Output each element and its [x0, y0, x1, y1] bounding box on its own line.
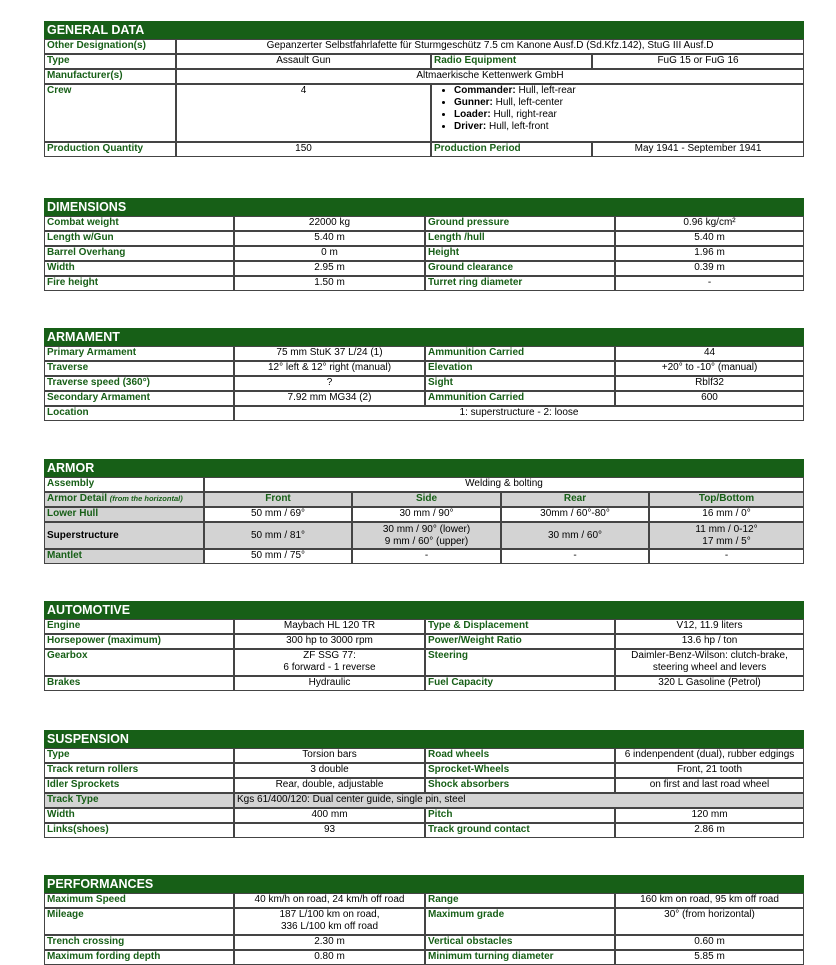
manufacturer-value: Altmaerkische Kettenwerk GmbH	[176, 69, 804, 84]
fuel-capacity-label: Fuel Capacity	[425, 676, 615, 691]
row-value: Rblf32	[615, 376, 804, 391]
armor-section	[44, 459, 804, 564]
trench-crossing-value: 2.30 m	[234, 935, 425, 950]
armor-header: ARMOR	[44, 459, 804, 477]
lower-hull-top: 16 mm / 0°	[649, 507, 804, 522]
armament-table	[44, 328, 804, 421]
table-row	[44, 763, 804, 778]
mileage-label: Mileage	[44, 908, 234, 935]
row-value: 0.96 kg/cm²	[615, 216, 804, 231]
radio-label: Radio Equipment	[431, 54, 592, 69]
table-row	[44, 522, 804, 549]
row-value: 3 double	[234, 763, 425, 778]
crew-value: 4	[176, 84, 431, 142]
table-row	[44, 549, 804, 564]
steering-label: Steering	[425, 649, 615, 676]
crew-label: Crew	[44, 84, 176, 142]
crew-roles	[431, 84, 804, 142]
superstructure-front: 50 mm / 81°	[204, 522, 352, 549]
row-label: Traverse speed (360°)	[44, 376, 234, 391]
row-value: 44	[615, 346, 804, 361]
other-designation-value: Gepanzerter Selbstfahrlafette für Sturmgeschütz 7.5 cm Kanone Ausf.D (Sd.Kfz.142), StuG III Ausf.D	[176, 39, 804, 54]
table-row	[44, 216, 804, 231]
suspension-header: SUSPENSION	[44, 730, 804, 748]
lower-hull-side: 30 mm / 90°	[352, 507, 501, 522]
table-row	[44, 261, 804, 276]
row-value: +20° to -10° (manual)	[615, 361, 804, 376]
manufacturer-label: Manufacturer(s)	[44, 69, 176, 84]
row-label: Height	[425, 246, 615, 261]
performances-section	[44, 875, 804, 965]
max-speed-label: Maximum Speed	[44, 893, 234, 908]
vertical-obstacles-label: Vertical obstacles	[425, 935, 615, 950]
type-label: Type	[44, 54, 176, 69]
row-label: Type	[44, 748, 234, 763]
row-value: 0.39 m	[615, 261, 804, 276]
dimensions-section	[44, 198, 804, 291]
horsepower-label: Horsepower (maximum)	[44, 634, 234, 649]
track-type-label: Track Type	[44, 793, 234, 808]
lower-hull-label: Lower Hull	[44, 507, 204, 522]
track-type-value: Kgs 61/400/120: Dual center guide, single pin, steel	[234, 793, 804, 808]
row-value: 22000 kg	[234, 216, 425, 231]
armament-section	[44, 328, 804, 421]
row-label: Ammunition Carried	[425, 346, 615, 361]
armor-col-side: Side	[352, 492, 501, 507]
row-value: Front, 21 tooth	[615, 763, 804, 778]
gearbox-label: Gearbox	[44, 649, 234, 676]
table-row	[44, 935, 804, 950]
row-label: Traverse	[44, 361, 234, 376]
row-value: 93	[234, 823, 425, 838]
other-designation-label: Other Designation(s)	[44, 39, 176, 54]
brakes-value: Hydraulic	[234, 676, 425, 691]
row-value: 75 mm StuK 37 L/24 (1)	[234, 346, 425, 361]
location-label: Location	[44, 406, 234, 421]
armor-detail-label: Armor Detail (from the horizontal)	[44, 492, 204, 507]
row-label: Links(shoes)	[44, 823, 234, 838]
assembly-label: Assembly	[44, 477, 204, 492]
row-label: Fire height	[44, 276, 234, 291]
gearbox-value: ZF SSG 77: 6 forward - 1 reverse	[234, 649, 425, 676]
row-value: ?	[234, 376, 425, 391]
production-quantity-label: Production Quantity	[44, 142, 176, 157]
row-label: Pitch	[425, 808, 615, 823]
assembly-value: Welding & bolting	[204, 477, 804, 492]
suspension-table	[44, 730, 804, 838]
row-value: on first and last road wheel	[615, 778, 804, 793]
row-label: Barrel Overhang	[44, 246, 234, 261]
lower-hull-rear: 30mm / 60°-80°	[501, 507, 649, 522]
crew-role-item: • Gunner: Hull, left-center	[454, 97, 801, 109]
row-label: Combat weight	[44, 216, 234, 231]
superstructure-side: 30 mm / 90° (lower) 9 mm / 60° (upper)	[352, 522, 501, 549]
table-row	[44, 893, 804, 908]
row-label: Road wheels	[425, 748, 615, 763]
row-value: Torsion bars	[234, 748, 425, 763]
row-label: Turret ring diameter	[425, 276, 615, 291]
row-value: 5.40 m	[615, 231, 804, 246]
table-row	[44, 748, 804, 763]
row-value: 7.92 mm MG34 (2)	[234, 391, 425, 406]
row-value: 400 mm	[234, 808, 425, 823]
steering-value: Daimler-Benz-Wilson: clutch-brake, steering wheel and levers	[615, 649, 804, 676]
row-label: Idler Sprockets	[44, 778, 234, 793]
row-value: 1.50 m	[234, 276, 425, 291]
production-period-value: May 1941 - September 1941	[592, 142, 804, 157]
row-value: 2.86 m	[615, 823, 804, 838]
row-value: -	[615, 276, 804, 291]
table-row	[44, 346, 804, 361]
row-label: Track return rollers	[44, 763, 234, 778]
row-label: Length w/Gun	[44, 231, 234, 246]
table-row	[44, 778, 804, 793]
table-row	[44, 634, 804, 649]
suspension-section	[44, 730, 804, 838]
row-value: 5.40 m	[234, 231, 425, 246]
table-row	[44, 361, 804, 376]
row-value: 120 mm	[615, 808, 804, 823]
row-label: Ground clearance	[425, 261, 615, 276]
mileage-value: 187 L/100 km on road, 336 L/100 km off road	[234, 908, 425, 935]
performances-header: PERFORMANCES	[44, 875, 804, 893]
table-row	[44, 808, 804, 823]
fuel-capacity-value: 320 L Gasoline (Petrol)	[615, 676, 804, 691]
row-label: Primary Armament	[44, 346, 234, 361]
general-data-section	[44, 21, 804, 157]
range-value: 160 km on road, 95 km off road	[615, 893, 804, 908]
table-row	[44, 231, 804, 246]
trench-crossing-label: Trench crossing	[44, 935, 234, 950]
type-value: Assault Gun	[176, 54, 431, 69]
row-label: Width	[44, 808, 234, 823]
superstructure-label: Superstructure	[44, 522, 204, 549]
row-label: Sprocket-Wheels	[425, 763, 615, 778]
dimensions-table	[44, 198, 804, 291]
row-label: Sight	[425, 376, 615, 391]
mantlet-front: 50 mm / 75°	[204, 549, 352, 564]
type-displacement-value: V12, 11.9 liters	[615, 619, 804, 634]
table-row	[44, 950, 804, 965]
automotive-section	[44, 601, 804, 691]
row-value: 600	[615, 391, 804, 406]
superstructure-rear: 30 mm / 60°	[501, 522, 649, 549]
general-data-table	[44, 21, 804, 157]
table-row	[44, 246, 804, 261]
turning-diameter-value: 5.85 m	[615, 950, 804, 965]
vertical-obstacles-value: 0.60 m	[615, 935, 804, 950]
turning-diameter-label: Minimum turning diameter	[425, 950, 615, 965]
crew-roles-list	[434, 85, 801, 133]
armor-table	[44, 459, 804, 564]
mantlet-label: Mantlet	[44, 549, 204, 564]
table-row	[44, 649, 804, 676]
max-grade-value: 30° (from horizontal)	[615, 908, 804, 935]
automotive-table	[44, 601, 804, 691]
table-row	[44, 507, 804, 522]
crew-role-item: • Driver: Hull, left-front	[454, 121, 801, 133]
row-label: Elevation	[425, 361, 615, 376]
row-value: 2.95 m	[234, 261, 425, 276]
general-data-header: GENERAL DATA	[44, 21, 804, 39]
power-weight-value: 13.6 hp / ton	[615, 634, 804, 649]
row-label: Width	[44, 261, 234, 276]
armor-detail-note: (from the horizontal)	[109, 494, 183, 503]
row-label: Track ground contact	[425, 823, 615, 838]
production-quantity-value: 150	[176, 142, 431, 157]
row-label: Shock absorbers	[425, 778, 615, 793]
row-value: 0 m	[234, 246, 425, 261]
row-value: 12° left & 12° right (manual)	[234, 361, 425, 376]
mantlet-side: -	[352, 549, 501, 564]
row-label: Secondary Armament	[44, 391, 234, 406]
fording-depth-value: 0.80 m	[234, 950, 425, 965]
range-label: Range	[425, 893, 615, 908]
performances-table	[44, 875, 804, 965]
table-row	[44, 823, 804, 838]
armor-col-top-bottom: Top/Bottom	[649, 492, 804, 507]
mantlet-top: -	[649, 549, 804, 564]
row-label: Length /hull	[425, 231, 615, 246]
radio-value: FuG 15 or FuG 16	[592, 54, 804, 69]
table-row	[44, 391, 804, 406]
production-period-label: Production Period	[431, 142, 592, 157]
row-value: 1.96 m	[615, 246, 804, 261]
table-row	[44, 676, 804, 691]
engine-label: Engine	[44, 619, 234, 634]
crew-role-item: • Commander: Hull, left-rear	[454, 85, 801, 97]
table-row	[44, 908, 804, 935]
row-value: Rear, double, adjustable	[234, 778, 425, 793]
superstructure-top: 11 mm / 0-12° 17 mm / 5°	[649, 522, 804, 549]
power-weight-label: Power/Weight Ratio	[425, 634, 615, 649]
engine-value: Maybach HL 120 TR	[234, 619, 425, 634]
row-value: 6 indenpendent (dual), rubber edgings	[615, 748, 804, 763]
armament-header: ARMAMENT	[44, 328, 804, 346]
armor-col-front: Front	[204, 492, 352, 507]
dimensions-header: DIMENSIONS	[44, 198, 804, 216]
type-displacement-label: Type & Displacement	[425, 619, 615, 634]
automotive-header: AUTOMOTIVE	[44, 601, 804, 619]
table-row	[44, 619, 804, 634]
location-value: 1: superstructure - 2: loose	[234, 406, 804, 421]
table-row	[44, 793, 804, 808]
armor-col-rear: Rear	[501, 492, 649, 507]
max-grade-label: Maximum grade	[425, 908, 615, 935]
max-speed-value: 40 km/h on road, 24 km/h off road	[234, 893, 425, 908]
row-label: Ammunition Carried	[425, 391, 615, 406]
brakes-label: Brakes	[44, 676, 234, 691]
table-row	[44, 406, 804, 421]
table-row	[44, 276, 804, 291]
crew-role-item: • Loader: Hull, right-rear	[454, 109, 801, 121]
lower-hull-front: 50 mm / 69°	[204, 507, 352, 522]
row-label: Ground pressure	[425, 216, 615, 231]
horsepower-value: 300 hp to 3000 rpm	[234, 634, 425, 649]
mantlet-rear: -	[501, 549, 649, 564]
fording-depth-label: Maximum fording depth	[44, 950, 234, 965]
table-row	[44, 376, 804, 391]
